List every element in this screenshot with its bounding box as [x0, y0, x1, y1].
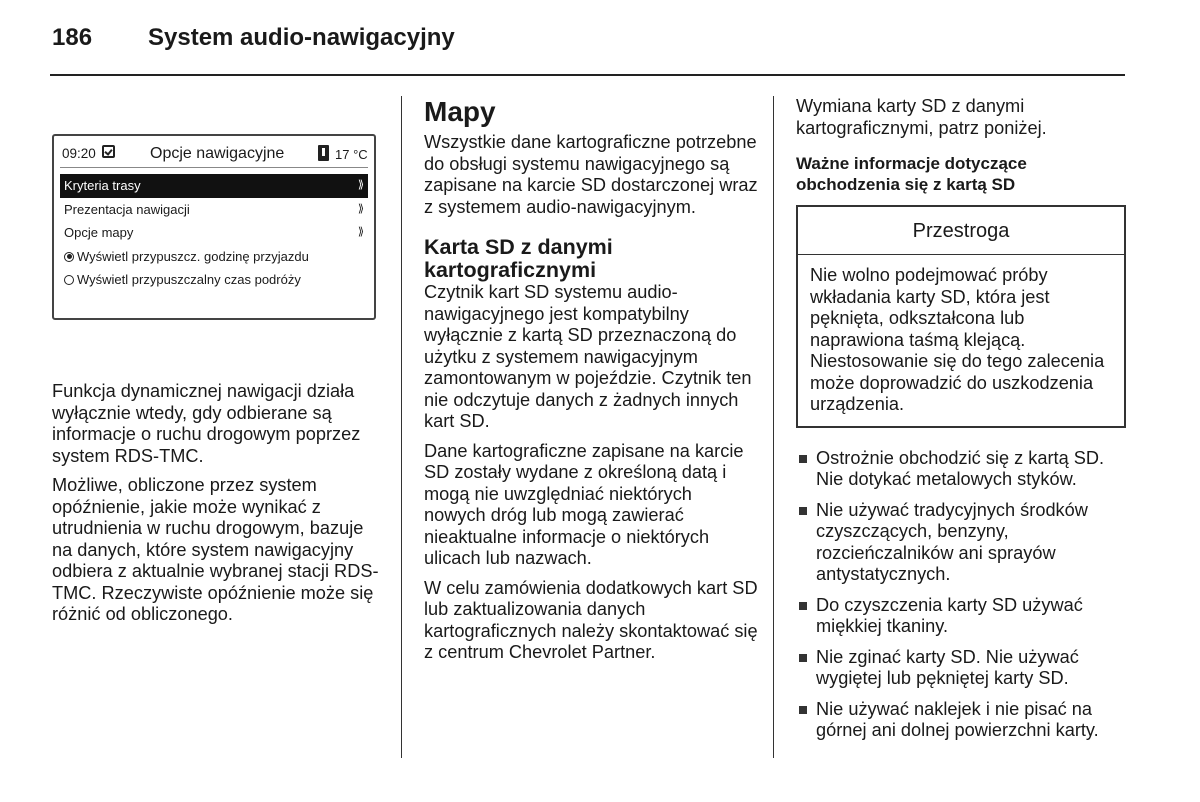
column-divider	[401, 96, 402, 758]
chevron-right-icon: ⟫	[357, 202, 364, 215]
list-item: Do czyszczenia karty SD używać miękkiej tkaniny.	[796, 595, 1126, 638]
radio-label: Wyświetl przypuszcz. godzinę przyjazdu	[77, 248, 309, 264]
tmc-signal-icon	[102, 145, 115, 158]
paragraph: Funkcja dynamicznej nawigacji działa wyłącznie wtedy, gdy odbierane są informacje o ruchu drogowym poprzez system RDS-TMC.	[52, 381, 361, 466]
chevron-right-icon: ⟫	[357, 179, 364, 191]
thermometer-icon	[318, 145, 329, 161]
section-heading: Mapy	[424, 96, 496, 127]
outside-temperature: 17 °C	[335, 147, 368, 162]
paragraph: Wymiana karty SD z danymi kartograficznymi, patrz poniżej.	[796, 96, 1047, 138]
column-2	[424, 96, 758, 672]
bullet-list	[796, 448, 1126, 742]
radio-show-arrival-time[interactable]	[60, 245, 368, 269]
column-divider	[773, 96, 774, 758]
subsection-heading: Ważne informacje dotyczące obchodzenia się z kartą SD	[796, 154, 1027, 194]
subsection-heading: Karta SD z danymi kartograficznymi	[424, 235, 613, 282]
caution-title: Przestroga	[798, 207, 1124, 255]
paragraph: W celu zamówienia dodatkowych kart SD lub zaktualizowania danych kartograficznych należy skontaktować się z centrum Chevrolet Partner.	[424, 577, 758, 662]
paragraph: Możliwe, obliczone przez system opóźnienie, jakie może wynikać z utrudnienia w ruchu drogowym, bazuje na danych, które system nawigacyjny odbiera z aktualnie wybranej stacji RDS-TMC. Rzeczywiste opóźnienie może się różnić od obliczonego.	[52, 475, 379, 624]
divider	[60, 167, 368, 168]
radio-selected-icon	[64, 252, 74, 262]
chapter-title: System audio-nawigacyjny	[148, 24, 455, 51]
column-1	[52, 381, 382, 634]
paragraph: Dane kartograficzne zapisane na karcie SD zostały wydane z określoną datą i mogą nie uwzględniać niektórych nowych dróg lub mogą zawierać nieaktualne informacje o niektórych ulicach lub nazwach.	[424, 440, 744, 568]
screen-title: Opcje nawigacyjne	[150, 145, 285, 162]
navigation-screen	[52, 134, 376, 320]
header-rule	[50, 74, 1125, 76]
radio-label: Wyświetl przypuszczalny czas podróży	[77, 272, 301, 287]
menu-item-label: Prezentacja nawigacji	[64, 201, 190, 217]
options-menu	[60, 174, 368, 292]
page-number: 186	[52, 24, 93, 51]
list-item: Ostrożnie obchodzić się z kartą SD. Nie dotykać metalowych styków.	[796, 448, 1126, 491]
menu-item-route-criteria[interactable]	[60, 174, 368, 198]
clock: 09:20	[62, 146, 96, 161]
paragraph: Wszystkie dane kartograficzne potrzebne do obsługi systemu nawigacyjnego są zapisane na karcie SD dostarczonej wraz z systemem audio-nawigacyjnym.	[424, 132, 758, 217]
list-item: Nie używać naklejek i nie pisać na górnej ani dolnej powierzchni karty.	[796, 699, 1126, 742]
column-3	[796, 96, 1126, 751]
paragraph: Czytnik kart SD systemu audio-nawigacyjnego jest kompatybilny wyłącznie z kartą SD przeznaczoną do użytku z systemem nawigacyjnym zamontowanym w pojeździe. Czytnik ten nie odczytuje danych z żadnych innych kart SD.	[424, 282, 752, 431]
menu-item-label: Kryteria trasy	[64, 178, 141, 193]
list-item: Nie zginać karty SD. Nie używać wygiętej lub pękniętej karty SD.	[796, 647, 1126, 690]
screen-status-bar	[54, 136, 374, 172]
menu-item-map-options[interactable]	[60, 221, 368, 245]
menu-item-navigation-presentation[interactable]	[60, 198, 368, 222]
caution-box	[796, 205, 1126, 428]
page-header	[52, 24, 455, 52]
radio-unselected-icon	[64, 275, 74, 285]
radio-show-travel-time[interactable]	[60, 268, 368, 292]
chevron-right-icon: ⟫	[357, 226, 364, 238]
menu-item-label: Opcje mapy	[64, 225, 134, 240]
list-item: Nie używać tradycyjnych środków czyszczących, benzyny, rozcieńczalników ani sprayów antystatycznych.	[796, 500, 1126, 586]
caution-text: Nie wolno podejmować próby wkładania karty SD, która jest pęknięta, odkształcona lub naprawiona taśmą klejącą. Niestosowanie się do tego zalecenia może doprowadzić do uszkodzenia urządzenia.	[810, 265, 1105, 414]
